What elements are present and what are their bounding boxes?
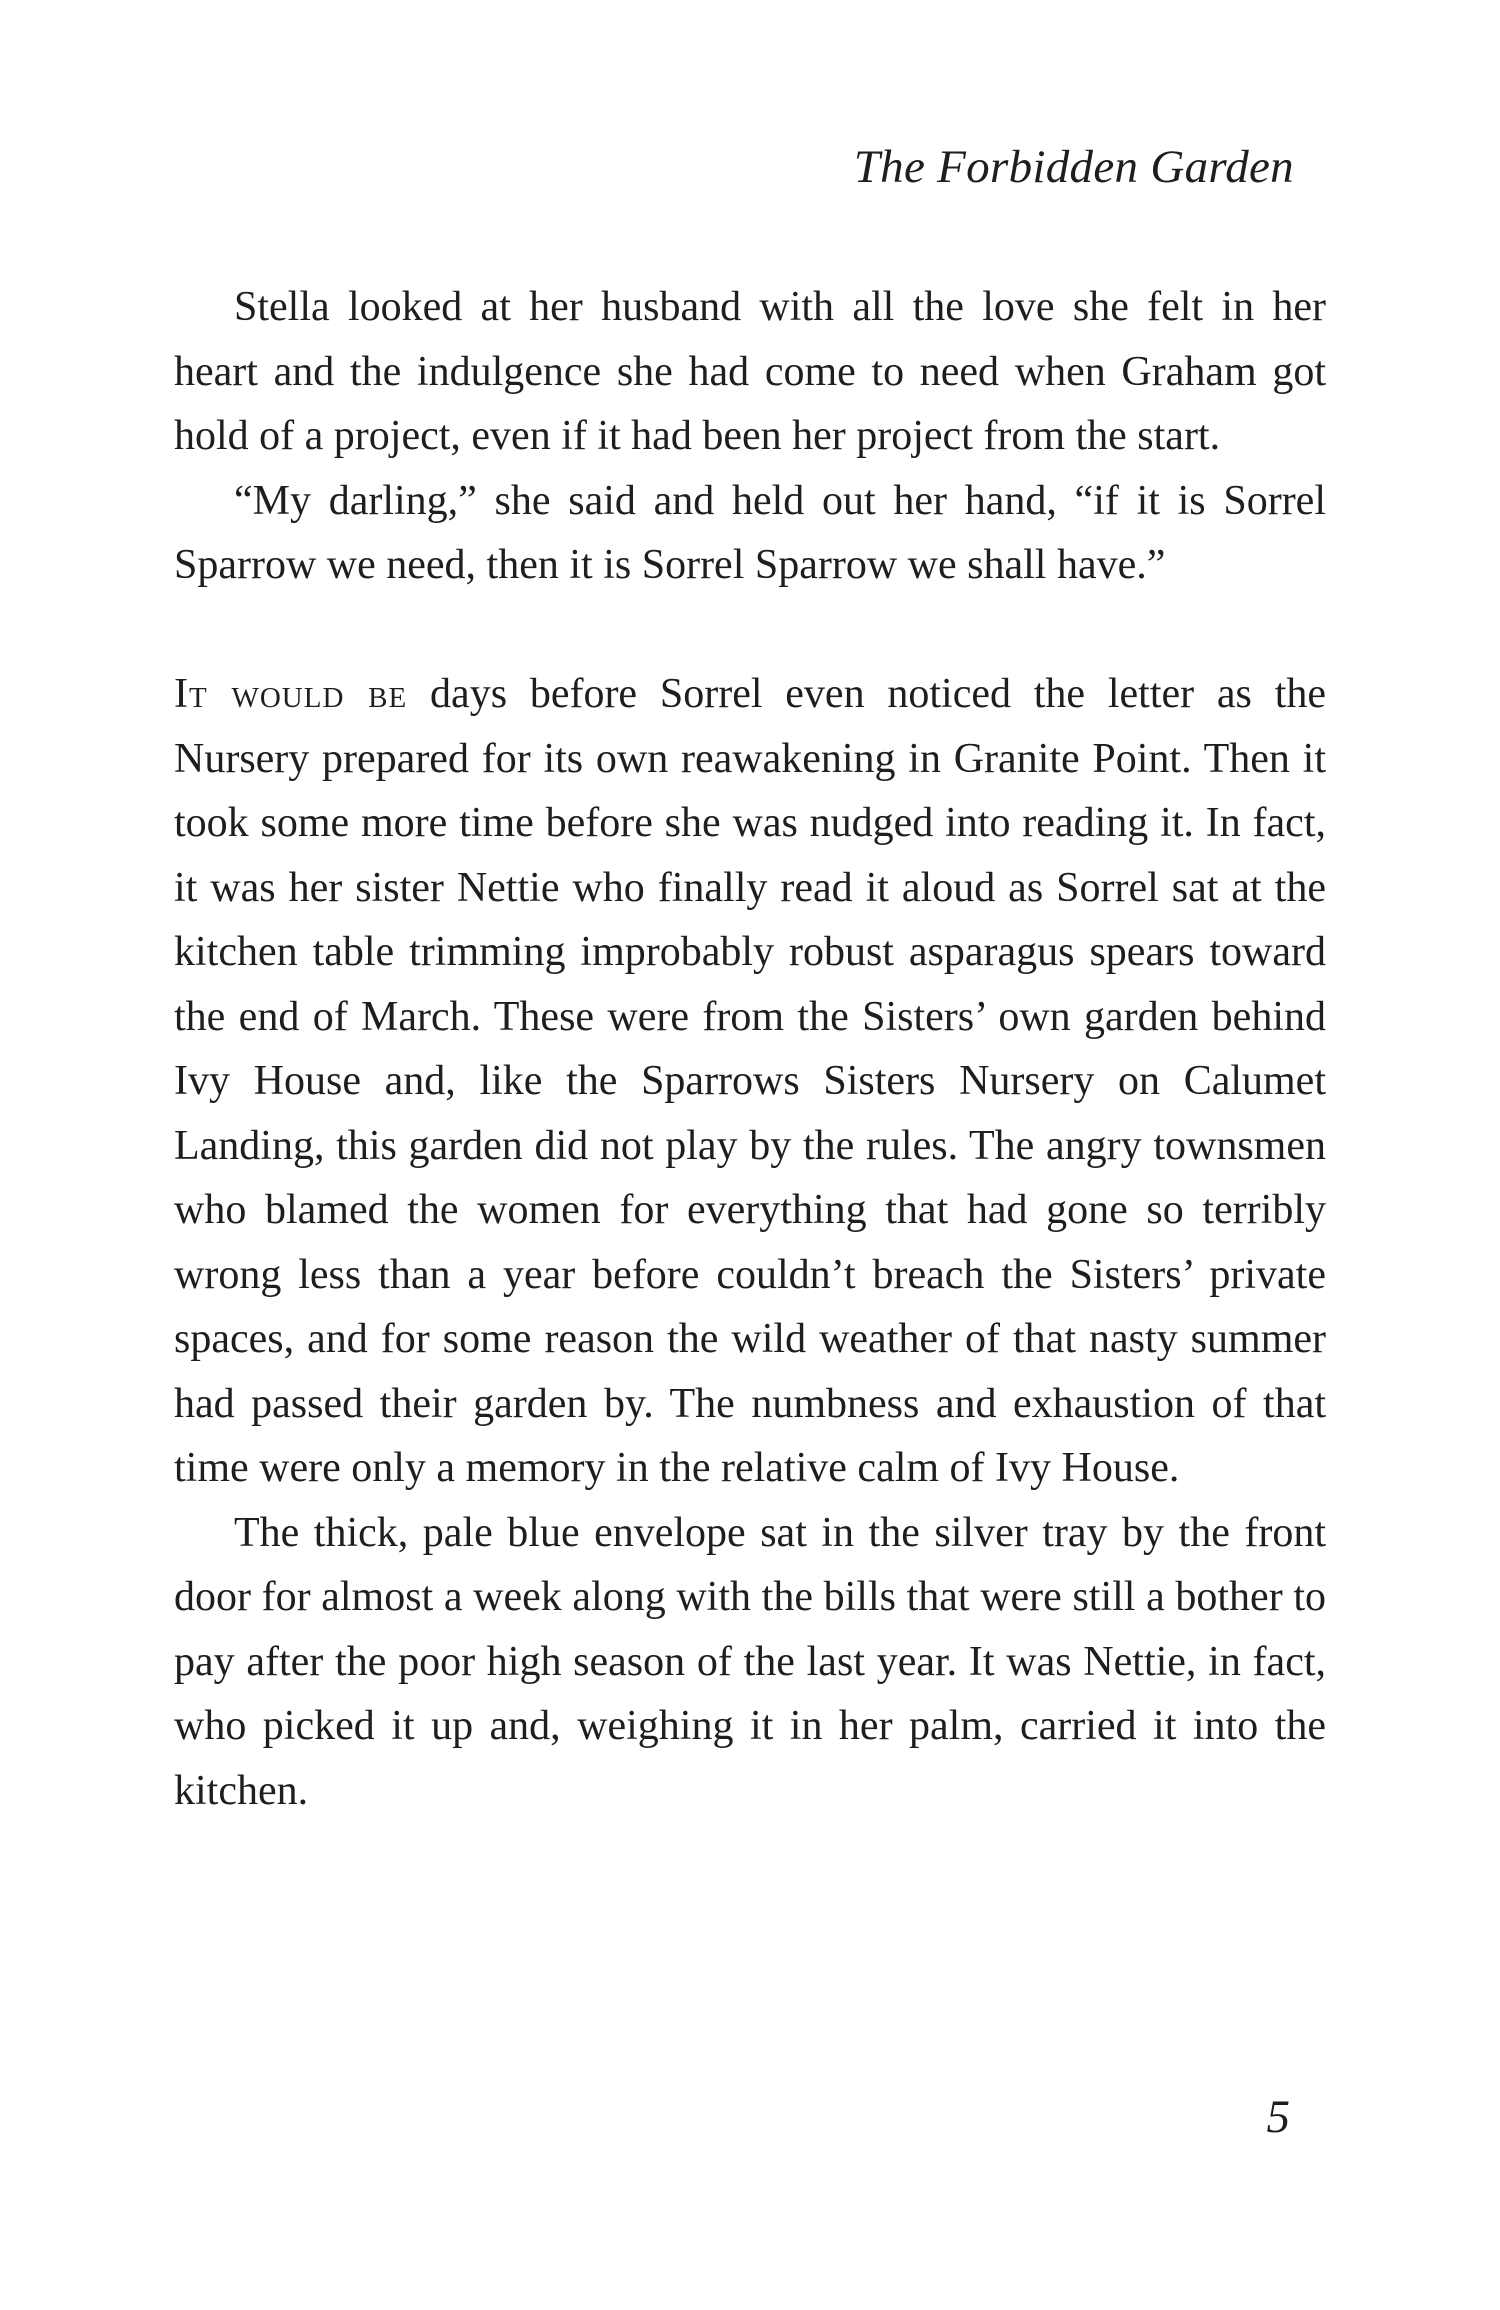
paragraph: [174, 662, 1326, 1501]
paragraph: The thick, pale blue envelope sat in the silver tray by the front door for almost a week along with the bills that were still a bother to pay after the poor high season of the last year. It was Nettie, in fact, who picked it up and, weighing it in her palm, carried it into the kitchen.: [174, 1509, 1326, 1814]
running-title: The Forbidden Garden: [853, 141, 1294, 193]
body-text: [174, 275, 1326, 1823]
paragraph: “My darling,” she said and held out her hand, “if it is Sorrel Sparrow we need, then it is Sorrel Sparrow we shall have.”: [174, 477, 1326, 588]
scene-break: [174, 598, 1326, 663]
paragraph: Stella looked at her husband with all the love she felt in her heart and the indulgence she had come to need when Graham got hold of a project, even if it had been her project from the start.: [174, 284, 1326, 459]
paragraph-text: days before Sorrel even noticed the letter as the Nursery prepared for its own reawakening in Granite Point. Then it took some more time before she was nudged into reading it. In fact, it was her sister Nettie who finally read it aloud as Sorrel sat at the kitchen table trimming improbably robust asparagus spears toward the end of March. These were from the Sisters’ own garden behind Ivy House and, like the Sparrows Sisters Nursery on Calumet Landing, this garden did not play by the rules. The angry townsmen who blamed the women for everything that had gone so terribly wrong less than a year before couldn’t breach the Sisters’ private spaces, and for some reason the wild weather of that nasty summer had passed their garden by. The numbness and exhaustion of that time were only a memory in the relative calm of Ivy House.: [174, 671, 1327, 1491]
page-number: 5: [1266, 2091, 1290, 2143]
scene-lead-in: It would be: [174, 671, 408, 717]
